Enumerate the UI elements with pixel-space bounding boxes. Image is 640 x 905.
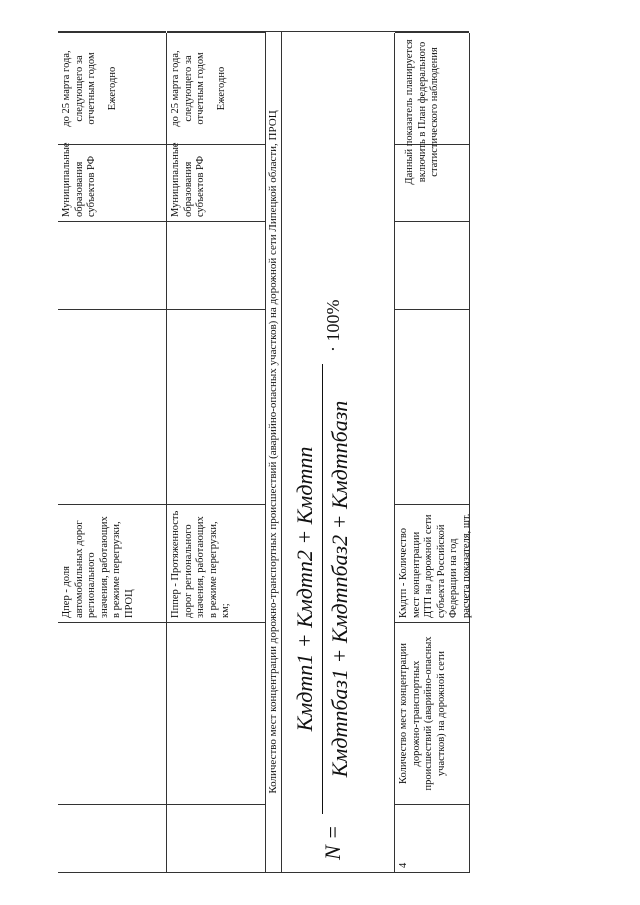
indicator-name-cell [58, 623, 166, 805]
formula-row [281, 31, 395, 873]
source-text: Муниципальные образования субъектов РФ [61, 142, 97, 217]
formula-cell [395, 310, 469, 505]
frequency-text: Ежегодно [215, 66, 227, 111]
table-row [58, 33, 166, 873]
description-cell [58, 505, 166, 623]
section-title-row [265, 31, 282, 873]
row-number-cell [395, 805, 469, 873]
note-cell [167, 31, 266, 33]
formula-cell [167, 310, 266, 505]
formula-multiplier: · 100% [323, 299, 343, 352]
source-cell [58, 142, 166, 222]
table-row [166, 33, 266, 873]
note-spacer [58, 25, 64, 33]
description-cell [167, 505, 266, 623]
source-text: Муниципальные образования субъектов РФ [170, 142, 206, 217]
note-cell [58, 31, 166, 33]
deadline-text: до 25 марта года, следующего за отчетным годом [170, 50, 206, 127]
frequency-text: Ежегодно [106, 66, 118, 111]
formula [282, 32, 395, 872]
formula-denominator: Кмдтпбаз1 + Кмдтпбаз2 + Кмдтпбазп [327, 400, 352, 778]
empty-cell [58, 222, 166, 310]
row-number-cell [167, 805, 266, 873]
note-column-area [404, 32, 464, 192]
formula-numerator: Кмдтп1 + Кмдтп2 + Кмдтпп [292, 446, 317, 732]
formula-cell [58, 310, 166, 505]
indicator-name: Количество мест концентрации дорожно-транспортных происшествий (аварийно-опасных участков) на дорожной сети [398, 636, 447, 791]
formula-lhs: N = [320, 824, 345, 860]
empty-cell [395, 222, 469, 310]
note-text: Данный показатель планируется включить в План федерального статистического наблюдения [404, 39, 440, 185]
deadline-text: до 25 марта года, следующего за отчетным годом [61, 50, 97, 127]
description-text: Пппер - Протяженность дорог регионального значения, работающих в режиме перегрузки, км; [170, 510, 231, 618]
fraction-bar [322, 364, 323, 814]
row-number-cell [58, 805, 166, 873]
deadline-cell [167, 33, 266, 145]
description-cell [395, 505, 472, 623]
indicator-name-cell [167, 623, 266, 805]
empty-cell [167, 222, 266, 310]
description-text: Кмдтп - Количество мест концентрации ДТП на дорожной сети субъекта Российской Федерации на год расчета показателя, шт. [398, 513, 472, 618]
description-text: Дпер - доля автомобильных дорог регионального значения, работающих в режиме перегрузки, ПРОЦ [61, 516, 135, 618]
row-number: 4 [398, 862, 409, 868]
deadline-cell [58, 33, 166, 145]
indicator-name-cell [395, 623, 469, 805]
source-cell [167, 142, 266, 222]
formula-fraction [290, 364, 355, 814]
section-title: Количество мест концентрации дорожно-транспортных происшествий (аварийно-опасных участков) на дорожной сети Липецкой области, ПРОЦ [267, 110, 279, 794]
